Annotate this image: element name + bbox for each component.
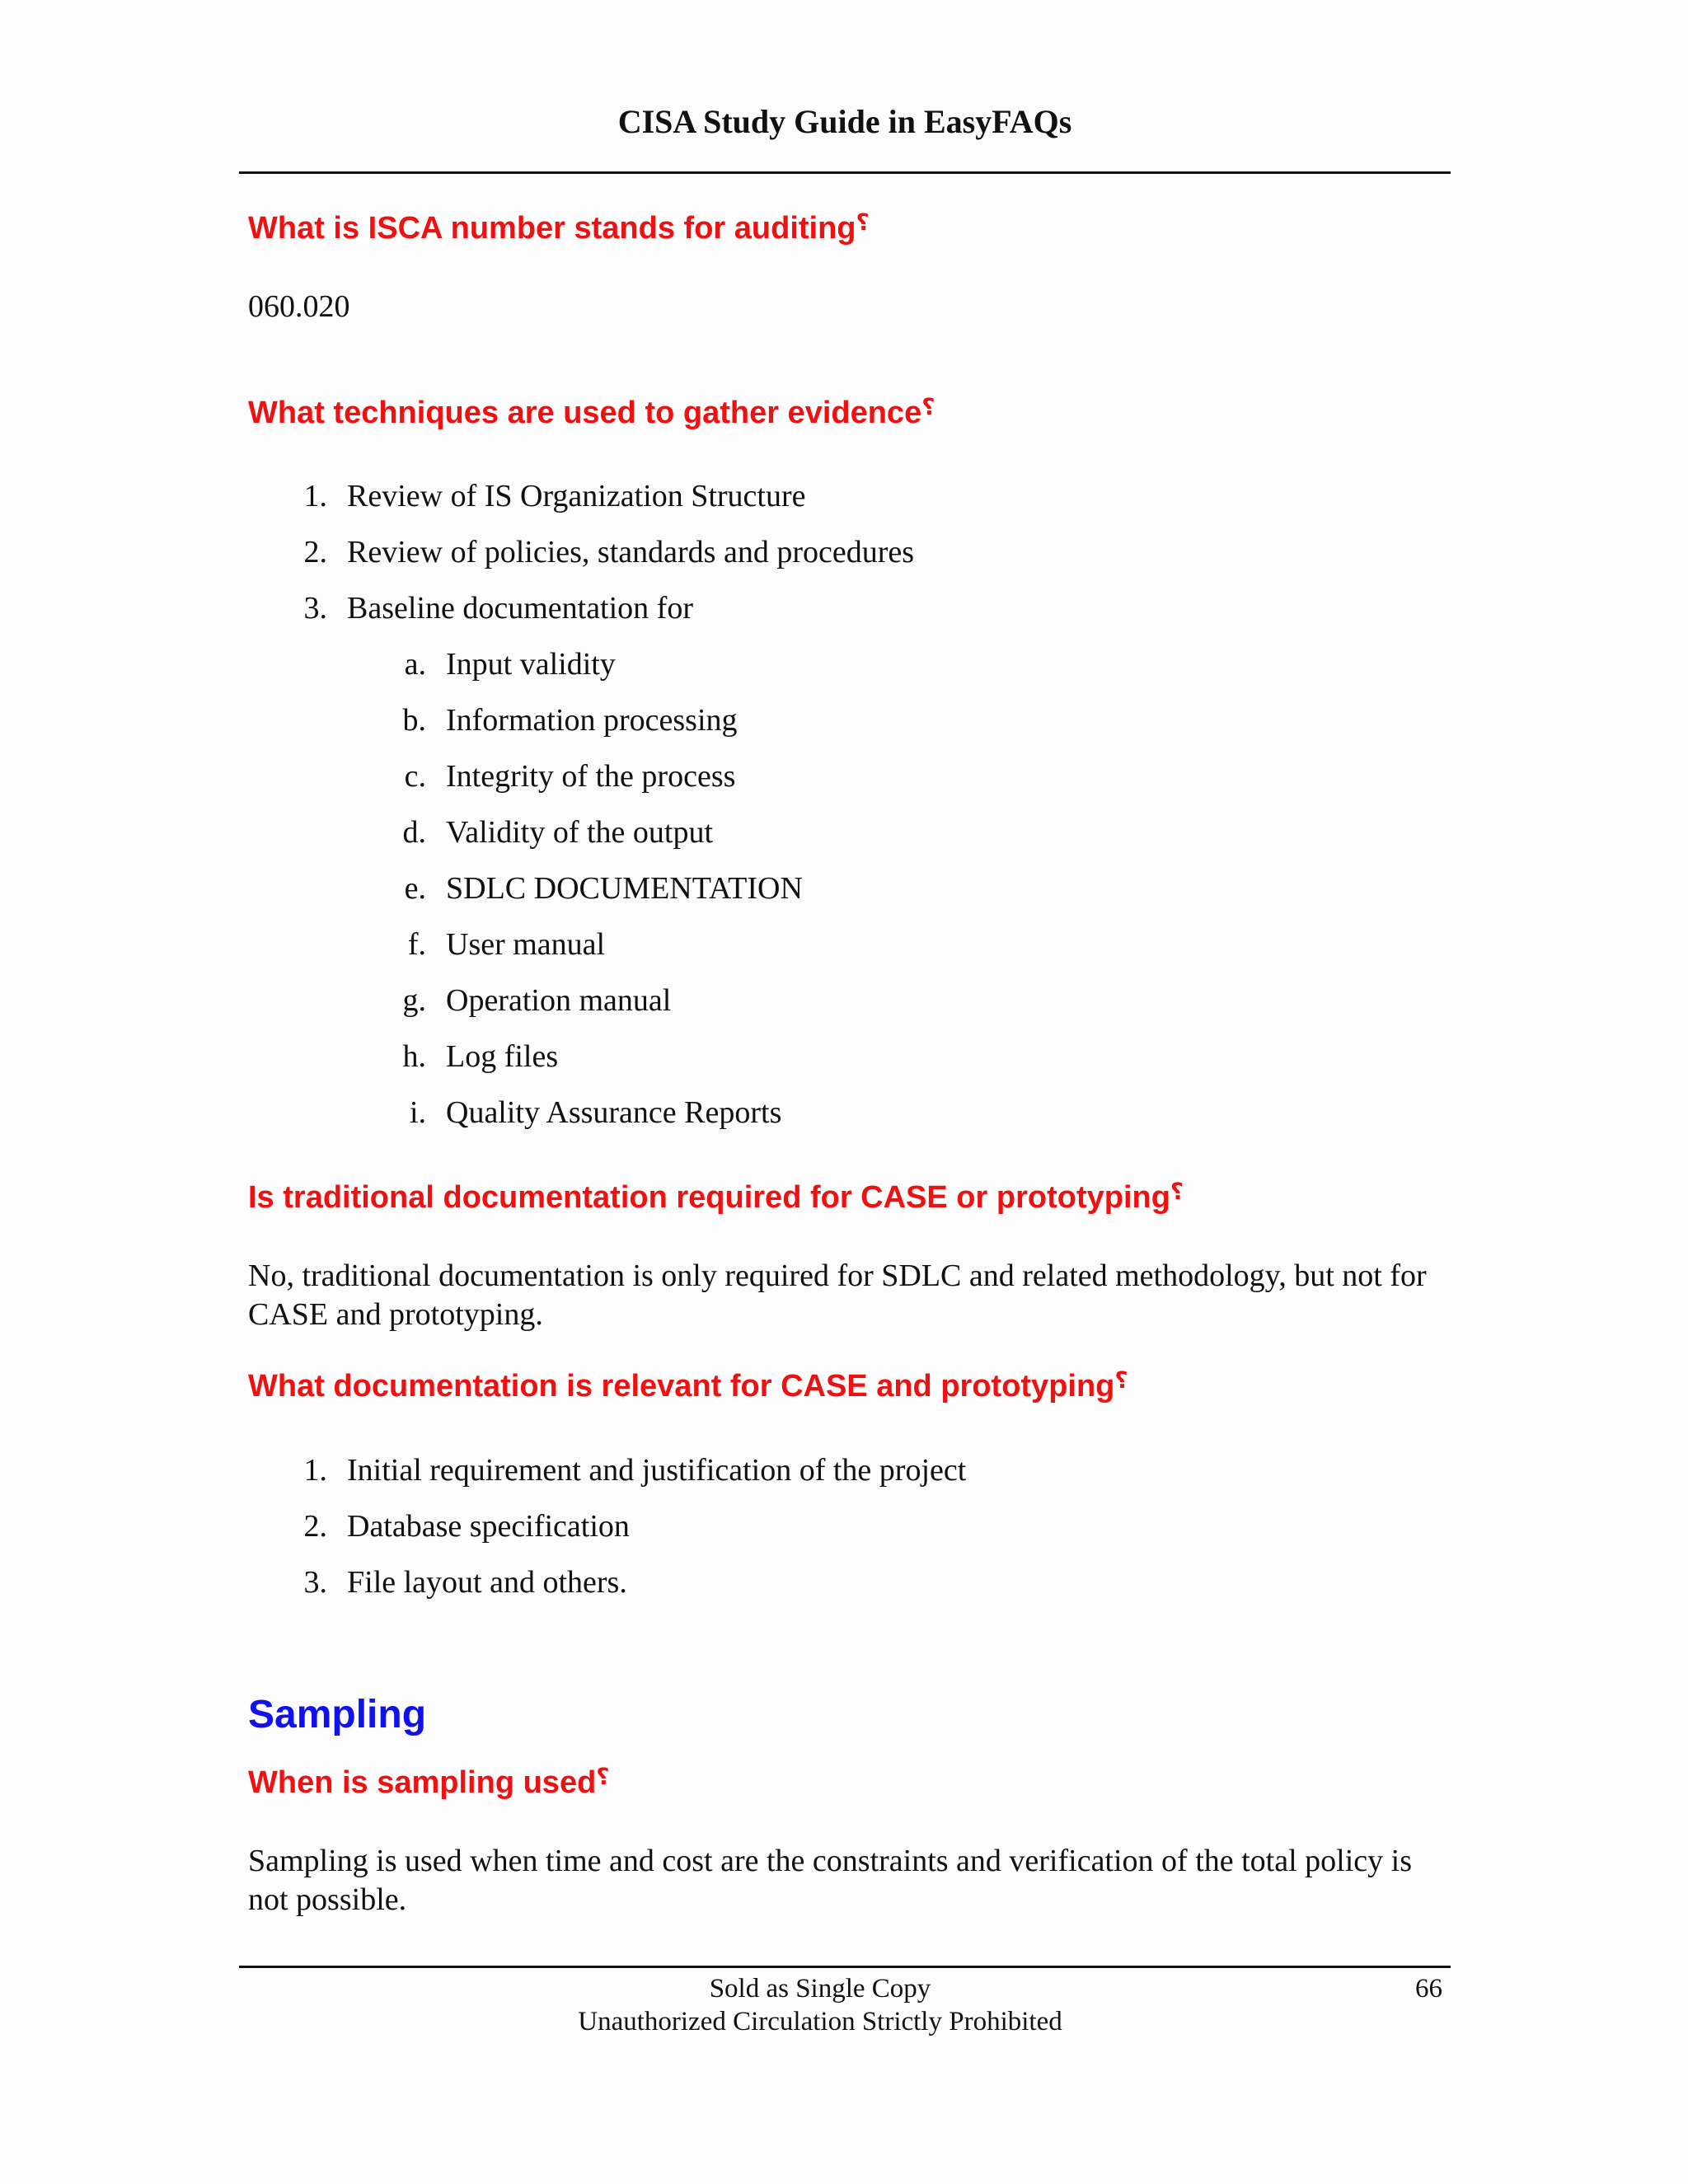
list-marker: d. — [402, 815, 426, 850]
list-item — [248, 1029, 1443, 1085]
question-heading — [248, 1356, 1443, 1411]
list-item-text: Database specification — [347, 1509, 630, 1544]
list-item — [248, 468, 1443, 524]
footer-rule — [239, 1966, 1451, 1968]
header-rule — [239, 171, 1451, 174]
section-title: Sampling — [248, 1693, 427, 1736]
list-marker: a. — [404, 647, 426, 682]
question-heading — [248, 198, 1443, 253]
list-marker: g. — [402, 983, 426, 1018]
page-number: 66 — [1415, 1974, 1442, 2004]
list-marker: 2. — [303, 535, 327, 569]
list-item — [248, 692, 1443, 748]
list-marker: 3. — [303, 591, 327, 626]
list-marker: b. — [402, 703, 426, 738]
page-content — [248, 198, 1443, 1919]
list-item-text: SDLC DOCUMENTATION — [446, 871, 803, 906]
list-item — [248, 804, 1443, 860]
question-heading — [248, 1167, 1443, 1222]
list-marker: f. — [407, 927, 426, 962]
list-marker: 2. — [303, 1509, 327, 1544]
list-item — [248, 972, 1443, 1029]
question-text: When is sampling used — [248, 1765, 597, 1800]
question-text: What documentation is relevant for CASE and prototyping — [248, 1369, 1115, 1404]
numbered-list — [248, 468, 1443, 636]
list-item-text: User manual — [446, 927, 606, 962]
question-mark: ؟ — [596, 1764, 610, 1789]
question-text: What is ISCA number stands for auditing — [248, 211, 856, 246]
list-item-text: Initial requirement and justification of the project — [347, 1453, 967, 1488]
list-marker: i. — [409, 1095, 426, 1130]
list-item-text: Operation manual — [446, 983, 672, 1018]
footer-circulation-notice: Unauthorized Circulation Strictly Prohibited — [578, 2007, 1062, 2036]
numbered-list — [248, 1442, 1443, 1610]
list-marker: c. — [404, 759, 426, 794]
list-item-text: Baseline documentation for — [347, 591, 693, 626]
footer-sold-notice: Sold as Single Copy — [709, 1974, 931, 2004]
question-mark: ؟ — [856, 209, 870, 235]
list-item-text: Integrity of the process — [446, 759, 736, 794]
answer-text: 060.020 — [248, 289, 350, 324]
list-marker: 3. — [303, 1565, 327, 1600]
page-header: CISA Study Guide in EasyFAQs — [617, 103, 1072, 140]
lettered-sublist — [248, 636, 1443, 1141]
answer-text: No, traditional documentation is only required for SDLC and related methodology, but not for CASE and prototyping. — [248, 1258, 1427, 1332]
list-item — [248, 916, 1443, 972]
answer-text: Sampling is used when time and cost are the constraints and verification of the total policy is not possible. — [248, 1844, 1412, 1917]
question-text: What techniques are used to gather evidence — [248, 396, 922, 430]
list-item — [248, 1554, 1443, 1610]
list-item — [248, 636, 1443, 692]
list-item-text: Log files — [446, 1039, 559, 1074]
list-item-text: Review of policies, standards and procedures — [347, 535, 915, 569]
list-item — [248, 1442, 1443, 1498]
list-item — [248, 580, 1443, 636]
list-item-text: Input validity — [446, 647, 616, 682]
list-item-text: Information processing — [446, 703, 738, 738]
list-item — [248, 860, 1443, 916]
list-marker: 1. — [303, 479, 327, 513]
list-item-text: Review of IS Organization Structure — [347, 479, 806, 513]
list-item — [248, 748, 1443, 804]
list-item-text: File layout and others. — [347, 1565, 627, 1600]
question-mark: ؟ — [921, 394, 935, 419]
question-text: Is traditional documentation required for CASE or prototyping — [248, 1180, 1170, 1215]
list-item — [248, 1498, 1443, 1554]
question-mark: ؟ — [1170, 1179, 1184, 1204]
question-heading — [248, 382, 1443, 438]
list-marker: e. — [404, 871, 426, 906]
list-item — [248, 524, 1443, 580]
list-marker: h. — [402, 1039, 426, 1074]
list-marker: 1. — [303, 1453, 327, 1488]
list-item-text: Quality Assurance Reports — [446, 1095, 782, 1130]
question-mark: ؟ — [1114, 1367, 1128, 1393]
list-item — [248, 1085, 1443, 1141]
question-heading — [248, 1752, 1443, 1807]
list-item-text: Validity of the output — [446, 815, 714, 850]
